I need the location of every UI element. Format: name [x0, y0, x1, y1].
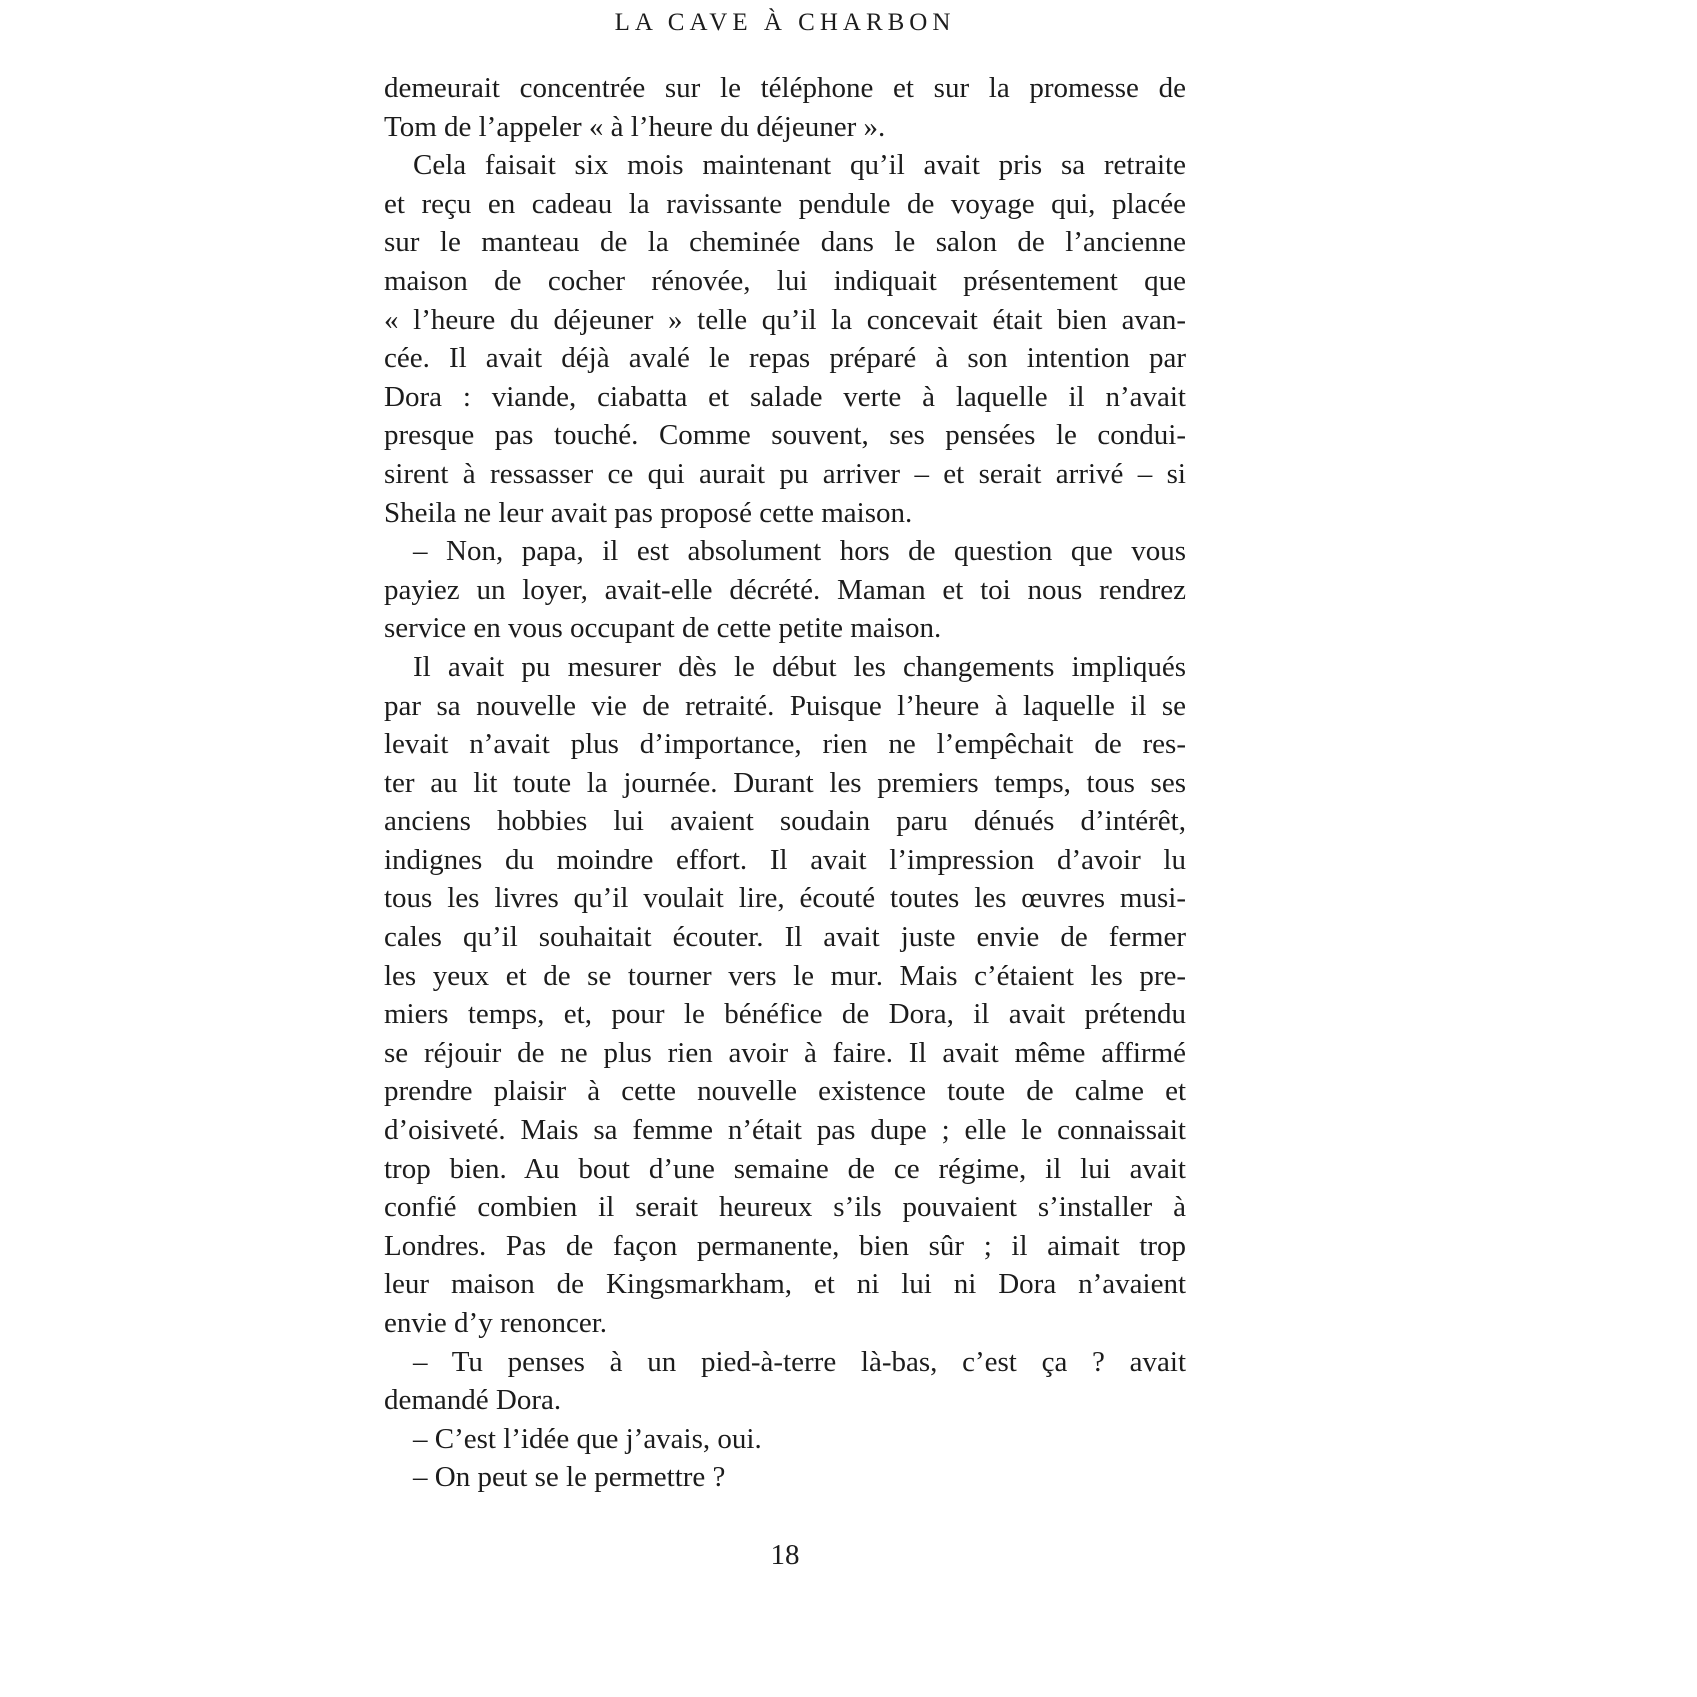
page-number: 18 [770, 1539, 800, 1571]
text-line: Il avait pu mesurer dès le début les changements impliqués [413, 650, 1186, 683]
text-line: payiez un loyer, avait-elle décrété. Maman et toi nous rendrez [384, 573, 1186, 606]
text-line: Londres. Pas de façon permanente, bien sûr ; il aimait trop [384, 1229, 1186, 1262]
text-line: demandé Dora. [384, 1384, 562, 1417]
text-line: confié combien il serait heureux s’ils pouvaient s’installer à [384, 1191, 1186, 1224]
text-line: se réjouir de ne plus rien avoir à faire. Il avait même affirmé [384, 1036, 1186, 1069]
text-line: sur le manteau de la cheminée dans le salon de l’ancienne [384, 226, 1186, 259]
text-line: demeurait concentrée sur le téléphone et sur la promesse de [384, 72, 1186, 104]
text-line: cales qu’il souhaitait écouter. Il avait juste envie de fermer [384, 921, 1186, 954]
text-line: les yeux et de se tourner vers le mur. Mais c’étaient les pre- [384, 959, 1186, 992]
text-line: trop bien. Au bout d’une semaine de ce régime, il lui avait [384, 1152, 1186, 1185]
text-line: miers temps, et, pour le bénéfice de Dora, il avait prétendu [384, 998, 1186, 1031]
text-line: maison de cocher rénovée, lui indiquait présentement que [384, 264, 1186, 297]
text-line: – Tu penses à un pied-à-terre là-bas, c’est ça ? avait [413, 1345, 1186, 1378]
body-text [384, 69, 1186, 1497]
text-line: prendre plaisir à cette nouvelle existence toute de calme et [384, 1075, 1186, 1108]
text-line: Cela faisait six mois maintenant qu’il avait pris sa retraite [413, 149, 1186, 182]
text-line: anciens hobbies lui avaient soudain paru dénués d’intérêt, [384, 805, 1186, 838]
text-line: indignes du moindre effort. Il avait l’impression d’avoir lu [384, 843, 1186, 876]
text-line: « l’heure du déjeuner » telle qu’il la concevait était bien avan- [384, 303, 1186, 336]
text-line: ter au lit toute la journée. Durant les premiers temps, tous ses [384, 766, 1186, 799]
text-line: cée. Il avait déjà avalé le repas préparé à son intention par [384, 342, 1186, 375]
text-line: – C’est l’idée que j’avais, oui. [413, 1422, 762, 1455]
text-line: et reçu en cadeau la ravissante pendule de voyage qui, placée [384, 187, 1186, 220]
text-line: leur maison de Kingsmarkham, et ni lui ni Dora n’avaient [384, 1268, 1186, 1301]
text-line: service en vous occupant de cette petite maison. [384, 612, 942, 645]
text-line: d’oisiveté. Mais sa femme n’était pas dupe ; elle le connaissait [384, 1114, 1186, 1147]
text-line: – On peut se le permettre ? [413, 1461, 726, 1494]
text-line: Dora : viande, ciabatta et salade verte à laquelle il n’avait [384, 380, 1186, 413]
text-line: presque pas touché. Comme souvent, ses pensées le condui- [384, 419, 1186, 452]
text-line: – Non, papa, il est absolument hors de question que vous [413, 535, 1186, 568]
text-line: Tom de l’appeler « à l’heure du déjeuner ». [384, 110, 886, 143]
text-line: par sa nouvelle vie de retraité. Puisque l’heure à laquelle il se [384, 689, 1186, 722]
text-line: sirent à ressasser ce qui aurait pu arriver – et serait arrivé – si [384, 457, 1186, 490]
text-line: envie d’y renoncer. [384, 1307, 608, 1339]
text-line: levait n’avait plus d’importance, rien ne l’empêchait de res- [384, 728, 1186, 761]
text-line: tous les livres qu’il voulait lire, écouté toutes les œuvres musi- [384, 882, 1186, 915]
running-head-title: LA CAVE À CHARBON [614, 9, 956, 36]
text-line: Sheila ne leur avait pas proposé cette maison. [384, 496, 913, 529]
